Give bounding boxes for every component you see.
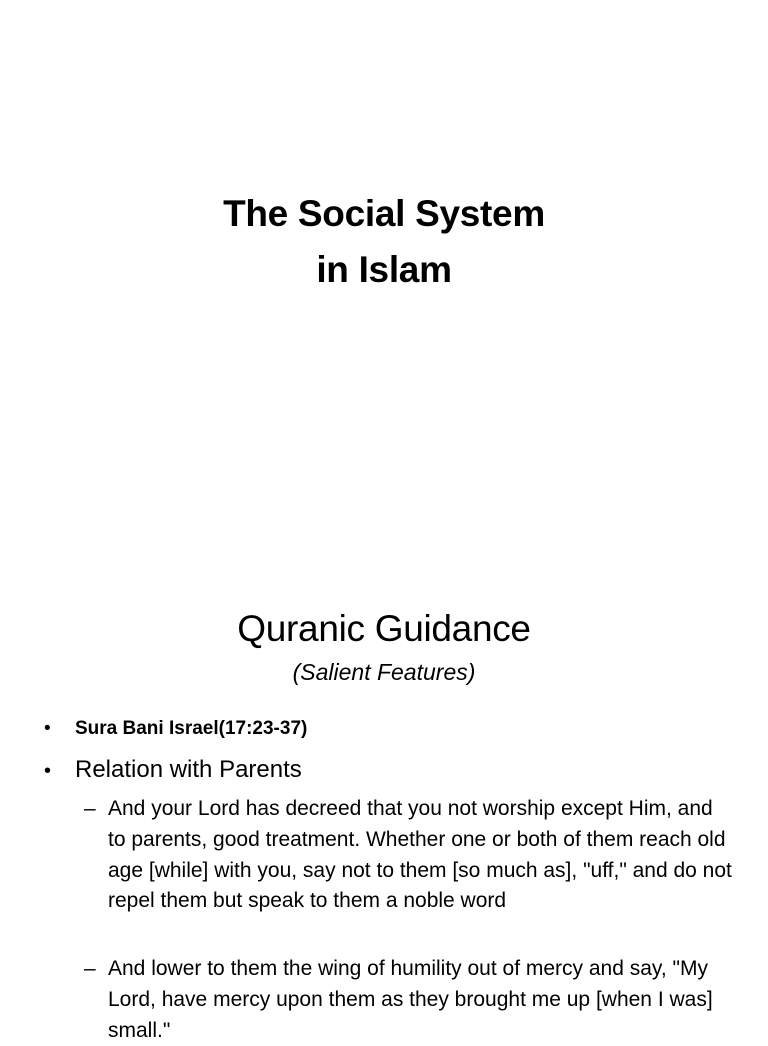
slide-title-line-1: The Social System — [223, 193, 545, 234]
slide-title-line-2: in Islam — [316, 249, 452, 290]
bullet-text: Sura Bani Israel(17:23-37) — [75, 718, 308, 739]
bullet-text: Relation with Parents — [75, 756, 302, 783]
bullet-item-parents — [44, 752, 302, 789]
sub-bullet-marker: – — [84, 797, 96, 820]
slide-title — [0, 186, 768, 298]
sub-bullet-text: And your Lord has decreed that you not worship except Him, and to parents, good treatment. Whether one or both of them reach old age [while] with you, say not to them [so much as], "uff," and do not repel them but speak to them a noble word — [108, 797, 732, 913]
bullet-item-sura — [44, 714, 307, 744]
sub-bullet-marker: – — [84, 957, 96, 980]
bullet-marker: • — [44, 718, 51, 739]
sub-bullet-text: And lower to them the wing of humility out of mercy and say, "My Lord, have mercy upon them as they brought me up [when I was] small." — [108, 957, 713, 1042]
sub-bullet-item — [84, 954, 734, 1046]
slide-subtitle: (Salient Features) — [292, 659, 476, 685]
sub-bullet-item — [84, 794, 734, 917]
slide-heading: Quranic Guidance — [237, 608, 531, 649]
bullet-marker: • — [44, 760, 52, 782]
